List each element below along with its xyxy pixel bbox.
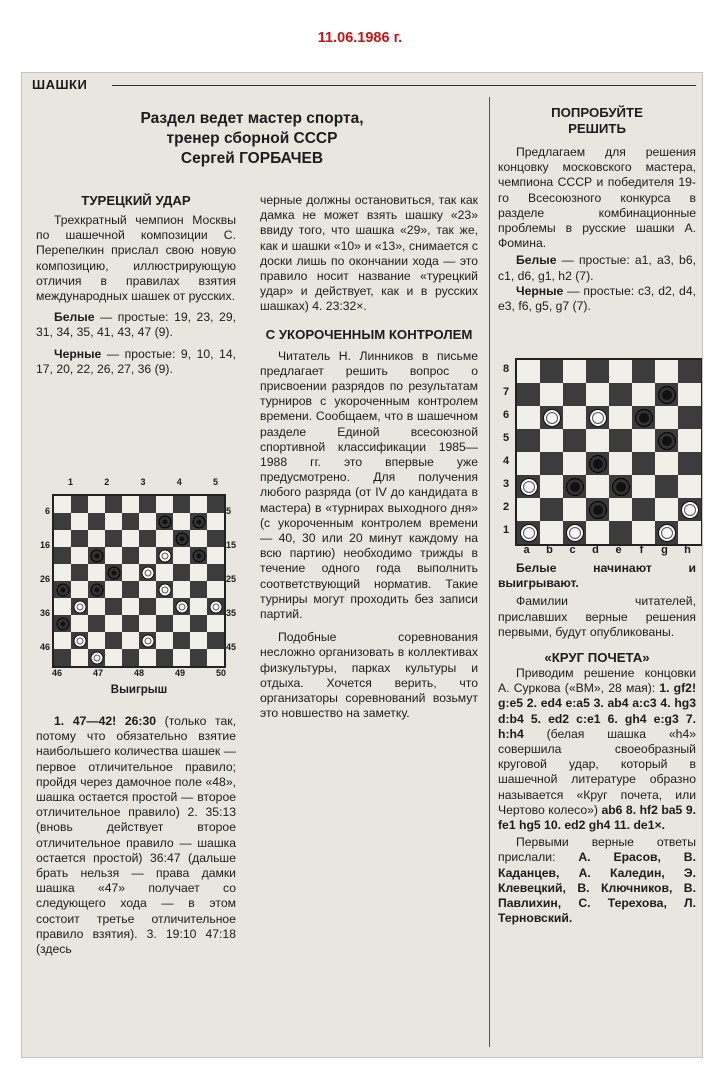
white-checker: [141, 634, 154, 647]
rank-label: 3: [503, 478, 510, 490]
board-square-light: [207, 581, 224, 598]
board-square-dark: [190, 615, 207, 632]
white-checker: [543, 409, 561, 427]
board-square-light: [540, 475, 563, 498]
file-label: b: [546, 544, 553, 556]
white-checker: [520, 478, 538, 496]
board-square-light: [88, 496, 105, 513]
board-square-light: [190, 632, 207, 649]
board-square-light: [88, 632, 105, 649]
board-square-dark: [173, 564, 190, 581]
board-square-light: [71, 547, 88, 564]
board-square-light: [71, 649, 88, 666]
circle-title: «КРУГ ПОЧЕТА»: [544, 650, 650, 666]
black-checker: [158, 515, 171, 528]
board-square-dark: [517, 383, 540, 406]
board-square-light: [105, 547, 122, 564]
board-square-light: [632, 475, 655, 498]
board-square-light: [563, 452, 586, 475]
black-checker: [589, 455, 607, 473]
black-checker: [107, 566, 120, 579]
board-square-light: [655, 406, 678, 429]
white-checker: [589, 409, 607, 427]
board-square-dark: [54, 547, 71, 564]
black-checker: [612, 478, 630, 496]
white-checker: [73, 634, 86, 647]
board-square-light: [190, 598, 207, 615]
white-checker: [158, 583, 171, 596]
board-square-dark: [122, 547, 139, 564]
black-checker: [90, 549, 103, 562]
board-square-light: [54, 530, 71, 547]
board-square-light: [517, 360, 540, 383]
white-checker: [520, 524, 538, 542]
board-square-light: [632, 429, 655, 452]
file-label: f: [639, 544, 644, 556]
board-square-dark: [609, 521, 632, 544]
board-square-light: [655, 360, 678, 383]
board-square-dark: [173, 530, 190, 547]
board-square-dark: [156, 547, 173, 564]
date-stamp: 11.06.1986 г.: [317, 30, 403, 46]
short-control-p1: Читатель Н. Линников в письме предлагает решить вопрос о присвоении разрядов по результатам турниров с укороченным контролем времени. Сообщаем, что в шашечном разделе Единой всесоюзной спортивной классификации 1985—1988 гг. это впервые уже предусмотрено. Для получения любого разряда (от IV до кандидата в мастера) в «турнирах выходного дня» (с укороченным контролем времени — 40, 30 или 20 минут каждому на всю партию) необходимо трижды в течение одного года выполнить соответствующий норматив. Такие турниры могут проходить без записи партий.: [260, 348, 478, 622]
board-square-dark: [586, 498, 609, 521]
white-pieces: — простые: a1, a3, b6, c1, d6, g1, h2 (7).: [498, 253, 696, 283]
white-pieces: — простые: 19, 23, 29, 31, 34, 35, 41, 43, 47 (9).: [36, 310, 236, 340]
board-square-light: [156, 530, 173, 547]
solution-first-move: 1. 47—42! 26:30: [54, 714, 157, 728]
board-square-dark: [173, 598, 190, 615]
white-checker: [90, 651, 103, 664]
board-square-dark: [156, 513, 173, 530]
board-square-light: [586, 429, 609, 452]
board-square-light: [156, 632, 173, 649]
board-square-dark: [122, 649, 139, 666]
board1-left-labels: [34, 494, 50, 664]
board-square-dark: [563, 475, 586, 498]
white-checker: [209, 600, 222, 613]
board-square-light: [563, 498, 586, 521]
board-square-light: [207, 547, 224, 564]
white-label: Белые: [516, 253, 557, 268]
board1-right-labels: [226, 494, 242, 664]
board1-label: 1: [68, 477, 74, 487]
rank-label: 7: [503, 386, 510, 398]
board-square-light: [54, 632, 71, 649]
board-square-light: [122, 632, 139, 649]
board-square-dark: [540, 498, 563, 521]
board-square-light: [540, 383, 563, 406]
board-square-dark: [139, 598, 156, 615]
board-square-light: [586, 475, 609, 498]
file-label: e: [615, 544, 622, 556]
board-square-light: [139, 649, 156, 666]
try-solve-note: Фамилии читателей, приславших верные решения первыми, будут опубликованы.: [498, 594, 696, 639]
board-square-dark: [105, 496, 122, 513]
file-label: a: [523, 544, 530, 556]
circle-answers: [498, 835, 696, 926]
circle-text: [498, 666, 696, 833]
turkish-caption: Выигрыш: [110, 684, 168, 696]
file-label: h: [684, 544, 691, 556]
white-checker: [73, 600, 86, 613]
turkish-title: ТУРЕЦКИЙ УДАР: [81, 193, 191, 208]
board-square-dark: [88, 581, 105, 598]
board-square-light: [207, 649, 224, 666]
board-square-light: [678, 521, 701, 544]
board-square-dark: [190, 581, 207, 598]
board1-label: 50: [215, 668, 226, 678]
board-square-light: [609, 498, 632, 521]
board1-bottom-labels: [52, 668, 226, 678]
black-pieces: — простые: 9, 10, 14, 17, 20, 22, 26, 27, 36 (9).: [36, 346, 236, 376]
board-square-dark: [88, 615, 105, 632]
file-label: d: [592, 544, 599, 556]
board-square-dark: [563, 383, 586, 406]
black-checker: [90, 583, 103, 596]
turkish-board: [52, 494, 226, 668]
board-square-dark: [139, 564, 156, 581]
file-label: c: [569, 544, 576, 556]
board-square-dark: [190, 513, 207, 530]
board-square-dark: [71, 496, 88, 513]
black-checker: [56, 583, 69, 596]
board-square-light: [71, 513, 88, 530]
board1-label: 16: [39, 540, 50, 550]
circle-text-1: (белая шашка «h4» совершила своеобразный круговой удар, который в шашечной литературе образно называется «Круг почета, или Чертово колесо»): [498, 726, 696, 817]
rubric-title: ШАШКИ: [32, 77, 88, 92]
white-checker: [566, 524, 584, 542]
try-solve-caption: Белые начинают и выигрывают.: [498, 561, 696, 591]
board-square-dark: [207, 598, 224, 615]
board1-label: 35: [226, 608, 237, 618]
board-square-light: [173, 581, 190, 598]
answers-names: А. Ерасов, В. Каданцев, А. Каледин, Э. Клевецкий, В. Ключников, В. Павлихин, С. Терехова, Л. Терновский.: [498, 850, 696, 926]
board-square-dark: [88, 513, 105, 530]
white-checker: [158, 549, 171, 562]
circle-intro: Приводим решение концовки А. Суркова («ВМ», 28 мая):: [498, 666, 696, 696]
board-square-dark: [655, 383, 678, 406]
board-square-dark: [122, 513, 139, 530]
turkish-solution-part2: черные должны остановиться, так как дамка не может взять шашку «23» ввиду того, что шашка «29», так же, как и шашки «10» и «13», снимается с доски лишь по окончании хода — это правило носит название «турецкий удар» и действует, как и в русских шашках) 4. 23:32×.: [260, 193, 478, 314]
board-square-light: [54, 564, 71, 581]
header-line-3: Сергей ГОРБАЧЕВ: [180, 150, 324, 167]
turkish-white-position: [36, 310, 236, 340]
board-square-dark: [105, 564, 122, 581]
try-solve-intro: Предлагаем для решения концовку московского мастера, чемпиона СССР и победителя 19-го Всесоюзного конкурса в разделе комбинационные проблемы в русские шашки А. Фомина.: [498, 145, 696, 251]
board-square-dark: [173, 496, 190, 513]
board1-label: 36: [39, 608, 50, 618]
board-square-light: [156, 496, 173, 513]
board-square-light: [173, 513, 190, 530]
board2-files: [515, 544, 699, 556]
board-square-dark: [105, 632, 122, 649]
header-line-2: тренер сборной СССР: [166, 130, 338, 147]
board-square-light: [586, 383, 609, 406]
board1-label: 26: [39, 574, 50, 584]
board-square-light: [173, 615, 190, 632]
board-square-dark: [122, 615, 139, 632]
white-checker: [681, 501, 699, 519]
column-3-lower: [498, 561, 696, 926]
black-checker: [589, 501, 607, 519]
board-square-light: [517, 452, 540, 475]
try-solve-white: [498, 253, 696, 283]
board-square-dark: [655, 521, 678, 544]
board-square-dark: [190, 547, 207, 564]
board1-top-labels: [58, 477, 228, 487]
board1-label: 48: [133, 668, 144, 678]
board-square-dark: [609, 383, 632, 406]
board-square-light: [105, 581, 122, 598]
board-square-dark: [517, 429, 540, 452]
board-square-light: [517, 406, 540, 429]
board-square-light: [609, 360, 632, 383]
board-square-light: [586, 521, 609, 544]
try-solve-title-2: РЕШИТЬ: [568, 121, 626, 136]
board-square-light: [190, 530, 207, 547]
board-square-light: [563, 360, 586, 383]
board-square-light: [139, 615, 156, 632]
board-square-light: [563, 406, 586, 429]
board-square-light: [122, 564, 139, 581]
board-square-dark: [54, 513, 71, 530]
board-square-dark: [517, 521, 540, 544]
board-square-light: [122, 598, 139, 615]
board-square-dark: [88, 649, 105, 666]
board-square-dark: [563, 521, 586, 544]
black-checker: [56, 617, 69, 630]
file-label: g: [661, 544, 668, 556]
board-square-dark: [122, 581, 139, 598]
white-label: Белые: [54, 310, 95, 325]
board-square-dark: [517, 475, 540, 498]
board-square-light: [156, 598, 173, 615]
board-square-dark: [156, 581, 173, 598]
board-square-light: [632, 521, 655, 544]
board-square-light: [54, 496, 71, 513]
answers-intro: Первыми верные ответы прислали:: [498, 835, 696, 865]
board-square-dark: [586, 360, 609, 383]
try-solve-black: [498, 284, 696, 314]
column-1: [36, 193, 236, 377]
board-square-dark: [632, 406, 655, 429]
board-square-light: [54, 598, 71, 615]
board-square-light: [122, 496, 139, 513]
rank-label: 4: [503, 455, 510, 467]
board-square-dark: [71, 632, 88, 649]
header-line-1: Раздел ведет мастер спорта,: [140, 110, 364, 127]
black-checker: [658, 386, 676, 404]
board-square-dark: [540, 360, 563, 383]
rank-label: 1: [503, 524, 510, 536]
circle-moves-2: ab6 8. hf2 ba5 9. fe1 hg5 10. ed2 gh4 11. de1×.: [498, 802, 696, 833]
white-checker: [175, 600, 188, 613]
board-square-light: [655, 498, 678, 521]
board-square-light: [609, 406, 632, 429]
board-square-light: [88, 530, 105, 547]
board1-label: 46: [39, 642, 50, 652]
try-solve-title-1: ПОПРОБУЙТЕ: [551, 105, 643, 120]
board1-label: 47: [92, 668, 103, 678]
black-checker: [635, 409, 653, 427]
black-checker: [192, 549, 205, 562]
black-checker: [658, 432, 676, 450]
board-square-light: [173, 547, 190, 564]
short-control-p2: Подобные соревнования несложно организовать в коллективах физкультуры, парках культуры и отдыха. Хочется верить, что организаторы соревнований возьмут это новшество на заметку.: [260, 630, 478, 721]
white-checker: [141, 566, 154, 579]
rubric-divider: [112, 85, 696, 86]
board-square-dark: [139, 530, 156, 547]
board-square-dark: [655, 429, 678, 452]
board-square-light: [139, 547, 156, 564]
board-square-light: [190, 564, 207, 581]
board-square-dark: [586, 452, 609, 475]
board1-label: 5: [226, 506, 232, 516]
board-square-light: [207, 513, 224, 530]
rank-label: 6: [503, 409, 510, 421]
board-square-dark: [563, 429, 586, 452]
board1-label: 49: [174, 668, 185, 678]
board-square-dark: [207, 564, 224, 581]
turkish-intro: Трехкратный чемпион Москвы по шашечной композиции С. Перепелкин прислал свою новую композицию, иллюстрирующую отличия в правилах взятия международных шашек от русских.: [36, 213, 236, 304]
board-square-dark: [678, 360, 701, 383]
black-label: Черные: [516, 283, 564, 298]
board-square-dark: [54, 649, 71, 666]
board-square-light: [655, 452, 678, 475]
board-square-light: [105, 649, 122, 666]
board-square-light: [71, 581, 88, 598]
board-square-light: [105, 615, 122, 632]
board-square-light: [190, 496, 207, 513]
board-square-light: [609, 452, 632, 475]
board-square-light: [173, 649, 190, 666]
board-square-dark: [54, 615, 71, 632]
board-square-dark: [609, 475, 632, 498]
white-checker: [658, 524, 676, 542]
board1-label: 15: [226, 540, 237, 550]
board-square-dark: [105, 598, 122, 615]
board-square-light: [517, 498, 540, 521]
short-control-title: С УКОРОЧЕННЫМ КОНТРОЛЕМ: [265, 326, 473, 342]
column-3: [498, 105, 696, 314]
black-checker: [192, 515, 205, 528]
board-square-dark: [105, 530, 122, 547]
board-square-dark: [156, 649, 173, 666]
board1-label: 25: [226, 574, 237, 584]
board-square-dark: [207, 496, 224, 513]
black-checker: [175, 532, 188, 545]
board-square-dark: [71, 564, 88, 581]
board-square-light: [156, 564, 173, 581]
board-square-dark: [678, 452, 701, 475]
board1-label: 3: [140, 477, 146, 487]
turkish-solution-col1: [36, 714, 236, 957]
turkish-black-position: [36, 347, 236, 377]
board1-label: 45: [226, 642, 237, 652]
board-square-dark: [655, 475, 678, 498]
circle-moves-1: 1. gf2! g:e5 2. ed4 e:a5 3. ab4 a:c3 4. hg3 d:b4 5. ed2 c:e1 6. gh4 e:g3 7. h:h4: [498, 681, 697, 741]
board-square-dark: [632, 452, 655, 475]
board-square-dark: [207, 530, 224, 547]
board-square-dark: [173, 632, 190, 649]
board-square-light: [139, 513, 156, 530]
board-square-dark: [88, 547, 105, 564]
board-square-dark: [586, 406, 609, 429]
board-square-dark: [632, 498, 655, 521]
section-header: [82, 109, 422, 169]
column-2: [260, 193, 478, 722]
board-square-light: [122, 530, 139, 547]
black-pieces: — простые: c3, d2, d4, e3, f6, g5, g7 (7).: [498, 283, 696, 314]
board-square-dark: [156, 615, 173, 632]
board-square-dark: [678, 406, 701, 429]
turkish-solution-part1: [36, 714, 236, 957]
board2-ranks: [503, 358, 515, 542]
board1-label: 5: [212, 477, 218, 487]
black-checker: [566, 478, 584, 496]
board-square-dark: [678, 498, 701, 521]
board-square-dark: [71, 530, 88, 547]
board-square-dark: [71, 598, 88, 615]
board1-label: 4: [176, 477, 182, 487]
rank-label: 8: [503, 363, 510, 375]
board-square-light: [71, 615, 88, 632]
rank-label: 5: [503, 432, 510, 444]
board-square-dark: [139, 632, 156, 649]
board-square-light: [540, 429, 563, 452]
board-square-light: [678, 383, 701, 406]
board-square-dark: [54, 581, 71, 598]
solution-text-a: (только так, потому что обязательно взятие наибольшего количества шашек — первое отличительное правило; пройдя через дамочное поле «48», шашка остается простой — второе отличительное правило) 2. 35:13 (вновь действует второе отличительное правило — шашка остается простой) 36:47 (дальше брать нельзя — права дамки шашка «47» получает со следующего хода — в этом состоит третье отличительное правило взятия). 3. 19:10 47:18 (здесь: [36, 714, 236, 957]
board-square-light: [540, 521, 563, 544]
black-label: Черные: [54, 346, 102, 361]
board-square-light: [678, 429, 701, 452]
board1-label: 2: [104, 477, 110, 487]
board1-label: 46: [52, 668, 63, 678]
board-square-light: [207, 615, 224, 632]
board-square-light: [632, 383, 655, 406]
column-divider: [489, 97, 490, 1047]
board-square-light: [88, 564, 105, 581]
board-square-dark: [540, 406, 563, 429]
fomin-board: [515, 358, 703, 546]
rank-label: 2: [503, 501, 510, 513]
board1-label: 6: [44, 506, 50, 516]
board-square-light: [88, 598, 105, 615]
board-square-dark: [207, 632, 224, 649]
board-square-dark: [190, 649, 207, 666]
board-square-dark: [540, 452, 563, 475]
board-square-light: [139, 581, 156, 598]
board-square-dark: [139, 496, 156, 513]
board-square-light: [105, 513, 122, 530]
board-square-light: [678, 475, 701, 498]
board-square-dark: [632, 360, 655, 383]
board-square-dark: [609, 429, 632, 452]
newspaper-clipping: [21, 72, 703, 1058]
